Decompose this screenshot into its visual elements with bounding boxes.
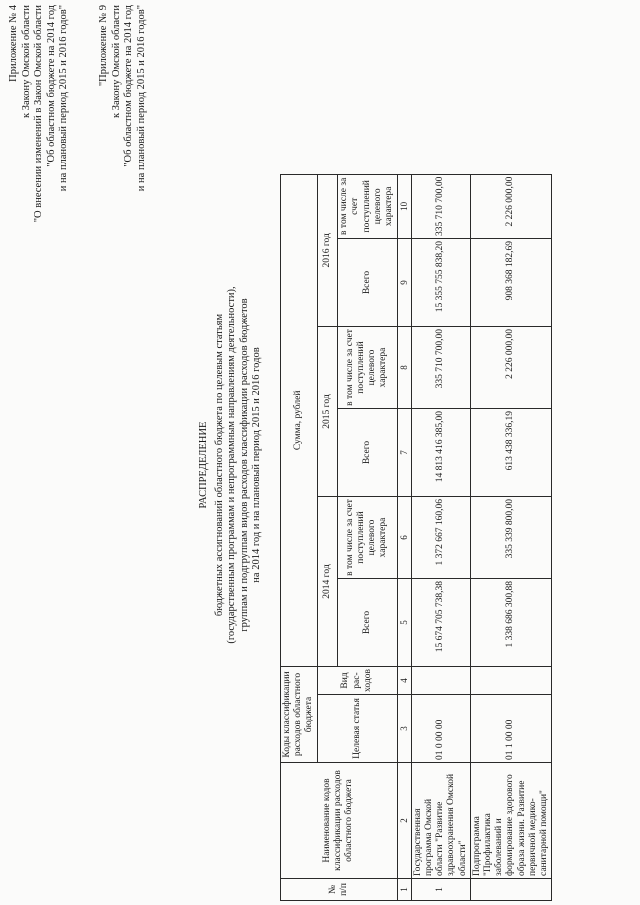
- attachment-line: Приложение № 4: [8, 5, 19, 82]
- row-2015-total: 14 813 416 385,00: [411, 409, 470, 497]
- attachment-4-block: [8, 5, 71, 305]
- title-line: бюджетных ассигнований областного бюджета по целевым статьям: [213, 313, 225, 617]
- row-kind: [470, 667, 551, 695]
- row-2015-incl: 335 710 700,00: [411, 327, 470, 409]
- column-index: 5: [397, 579, 411, 667]
- row-2014-total: 15 674 705 738,38: [411, 579, 470, 667]
- column-index: 2: [397, 763, 411, 879]
- column-index: 4: [397, 667, 411, 695]
- distribution-table: [280, 174, 552, 901]
- row-name: Подпрограмма "Профилактика заболеваний и формирование здорового образа жизни. Развитие первичной медико-санитарной помощи": [470, 763, 551, 879]
- row-kind: [411, 667, 470, 695]
- attachment-line: "Об областном бюджете на 2014 год: [45, 5, 57, 167]
- attachment-line: "Об областном бюджете на 2014 год: [123, 5, 135, 167]
- column-index: 10: [397, 174, 411, 238]
- row-2014-total: 1 338 686 300,88: [470, 579, 551, 667]
- header-total-2015: Всего: [337, 409, 397, 497]
- column-index: 6: [397, 497, 411, 579]
- row-2016-incl: 335 710 700,00: [411, 174, 470, 238]
- row-2016-incl: 2 226 000,00: [470, 174, 551, 238]
- attachment-line: к Закону Омской области: [20, 5, 32, 119]
- row-2014-incl: 1 372 667 160,06: [411, 497, 470, 579]
- row-num: [470, 879, 551, 901]
- column-index: 7: [397, 409, 411, 497]
- header-target: Целевая статья: [317, 695, 397, 763]
- header-year-2016: 2016 год: [317, 174, 337, 326]
- row-target: 01 1 00 00: [470, 695, 551, 763]
- column-index: 3: [397, 695, 411, 763]
- header-total-2016: Всего: [337, 239, 397, 327]
- header-incl-2016: в том числе за счет поступлений целевого характера: [337, 174, 397, 238]
- attachment-line: и на плановый период 2015 и 2016 годов": [135, 5, 147, 192]
- table-row: [411, 174, 470, 900]
- header-incl-2014: в том числе за счет поступлений целевого характера: [337, 497, 397, 579]
- header-name: Наименование кодов классификации расходов областного бюджета: [281, 763, 398, 879]
- document-title: [198, 185, 264, 745]
- header-total-2014: Всего: [337, 579, 397, 667]
- column-index-row: [397, 174, 411, 900]
- header-kind: Вид рас-ходов: [317, 667, 397, 695]
- row-2015-total: 613 438 336,19: [470, 409, 551, 497]
- header-incl-2015: в том числе за счет поступлений целевого характера: [337, 327, 397, 409]
- attachment-line: к Закону Омской области: [110, 5, 122, 119]
- column-index: 9: [397, 239, 411, 327]
- row-target: 01 0 00 00: [411, 695, 470, 763]
- title-line: (государственным программам и непрограммным направлениям деятельности),: [226, 286, 238, 644]
- header-year-2015: 2015 год: [317, 327, 337, 497]
- attachment-9-block: [98, 5, 148, 305]
- title-heading: РАСПРЕДЕЛЕНИЕ: [198, 421, 209, 509]
- row-num: 1: [411, 879, 470, 901]
- title-line: группам и подгруппам видов расходов классификации расходов бюджетов: [238, 298, 250, 632]
- header-num: № п/п: [281, 879, 398, 901]
- row-2016-total: 908 368 182,69: [470, 239, 551, 327]
- attachment-line: и на плановый период 2015 и 2016 годов": [58, 5, 70, 192]
- column-index: 1: [397, 879, 411, 901]
- row-name: Государственная программа Омской области "Развитие здравоохранения Омской области": [411, 763, 470, 879]
- header-codes: Коды классификации расходов областного бюджета: [281, 667, 318, 763]
- header-year-2014: 2014 год: [317, 497, 337, 667]
- table-row: [470, 174, 551, 900]
- header-sum: Сумма, рублей: [281, 174, 318, 666]
- column-index: 8: [397, 327, 411, 409]
- row-2015-incl: 2 226 000,00: [470, 327, 551, 409]
- attachment-line: "Приложение № 9: [98, 5, 109, 87]
- row-2016-total: 15 355 755 838,20: [411, 239, 470, 327]
- row-2014-incl: 335 339 800,00: [470, 497, 551, 579]
- attachment-line: "О внесении изменений в Закон Омской области: [33, 5, 45, 223]
- title-line: на 2014 год и на плановый период 2015 и 2016 годов: [251, 347, 263, 583]
